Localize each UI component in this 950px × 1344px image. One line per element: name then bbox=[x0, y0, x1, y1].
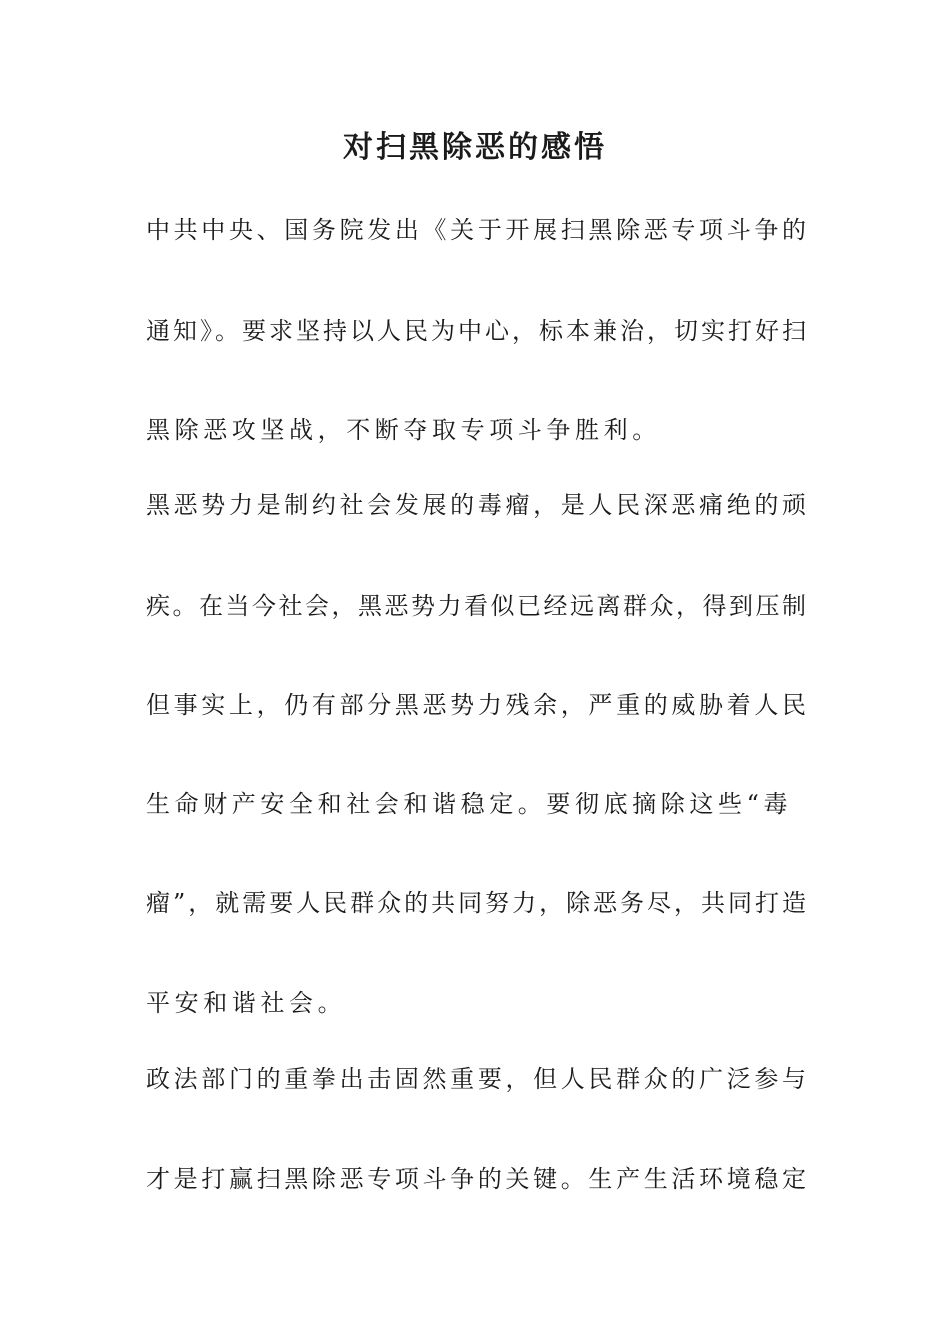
paragraph-2-line-4: 生命财产安全和社会和谐稳定。要彻底摘除这些“毒 bbox=[146, 790, 793, 818]
paragraph-2-line-1: 黑恶势力是制约社会发展的毒瘤，是人民深恶痛绝的顽 bbox=[146, 491, 806, 519]
paragraph-2-line-2: 疾。在当今社会，黑恶势力看似已经远离群众，得到压制 bbox=[146, 592, 806, 620]
paragraph-1-line-2: 通知》。要求坚持以人民为中心，标本兼治，切实打好扫 bbox=[146, 317, 806, 345]
paragraph-2-line-3: 但事实上，仍有部分黑恶势力残余，严重的威胁着人民 bbox=[146, 691, 806, 719]
paragraph-2-line-6: 平安和谐社会。 bbox=[146, 989, 347, 1017]
paragraph-1-line-1: 中共中央、国务院发出《关于开展扫黑除恶专项斗争的 bbox=[146, 216, 806, 244]
document-title: 对扫黑除恶的感悟 bbox=[343, 130, 607, 165]
paragraph-3-line-1: 政法部门的重拳出击固然重要，但人民群众的广泛参与 bbox=[146, 1065, 806, 1093]
paragraph-3-line-2: 才是打赢扫黑除恶专项斗争的关键。生产生活环境稳定 bbox=[146, 1165, 806, 1193]
paragraph-2-line-5: 瘤”，就需要人民群众的共同努力，除恶务尽，共同打造 bbox=[146, 889, 806, 917]
paragraph-1-line-3: 黑除恶攻坚战，不断夺取专项斗争胜利。 bbox=[146, 416, 661, 444]
